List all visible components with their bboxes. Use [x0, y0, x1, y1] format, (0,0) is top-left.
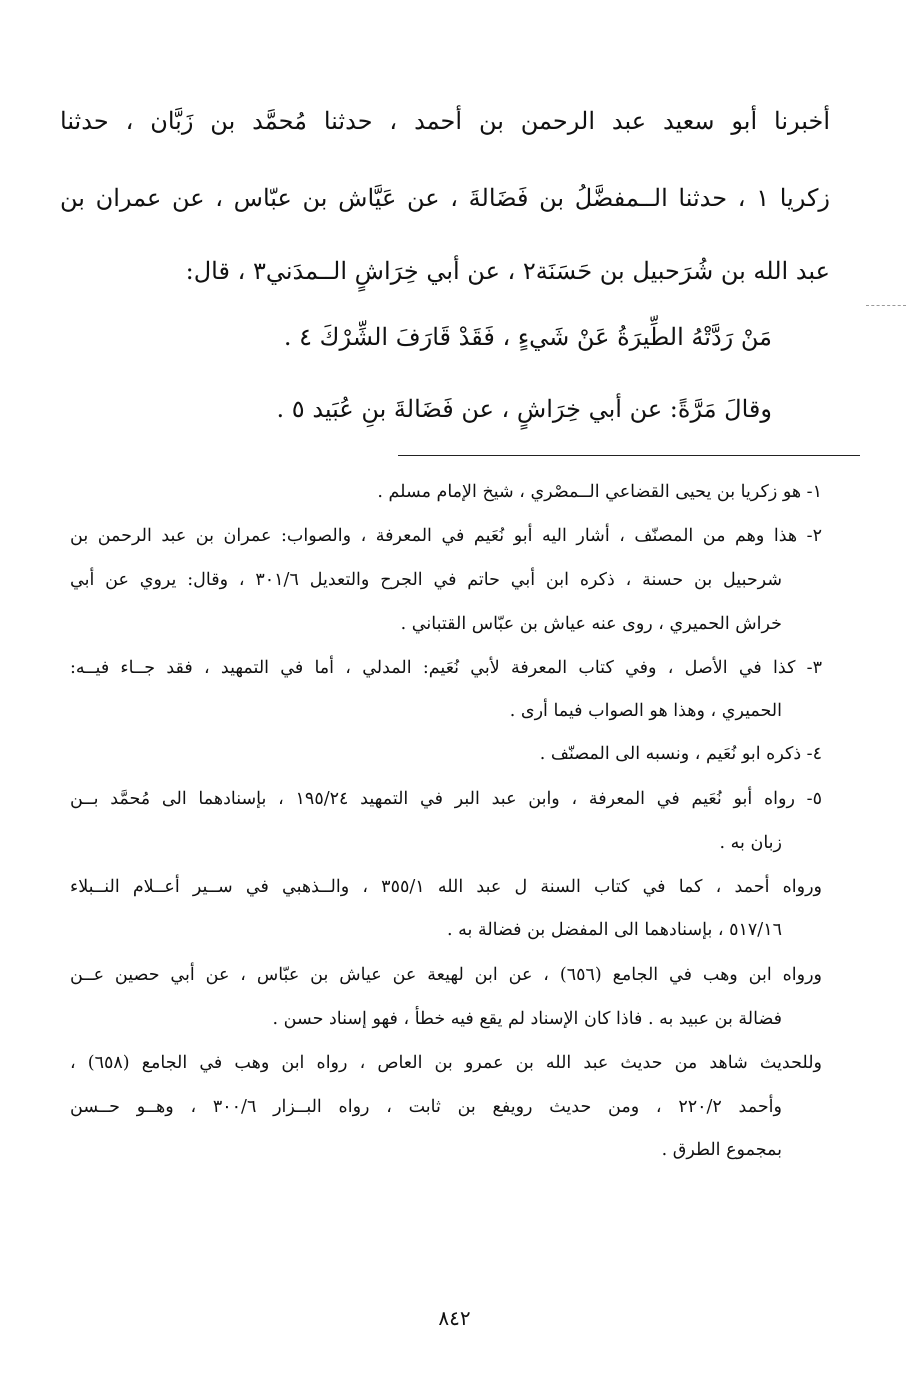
- footnote-paragraph-3-line-1: وللحديث شاهد من حديث عبد الله بن عمرو بن العاص ، رواه ابن وهب في الجامع (٦٥٨) ،: [70, 1053, 822, 1073]
- main-text-line-4: مَنْ رَدَّتْهُ الطِّيرَةُ عَنْ شَيءٍ ، فَقَدْ قَارَفَ الشِّرْكَ ٤ .: [283, 323, 772, 351]
- page-number: ٨٤٢: [438, 1306, 471, 1330]
- footnote-paragraph-2-line-2: فضالة بن عبيد به . فاذا كان الإسناد لم يقع فيه خطأ ، فهو إسناد حسن .: [272, 1009, 782, 1029]
- footnote-3-line-2: الحميري ، وهذا هو الصواب فيما أرى .: [509, 701, 782, 721]
- footnote-paragraph-2-line-1: ورواه ابن وهب في الجامع (٦٥٦) ، عن ابن لهيعة عن عياش بن عبّاس ، عن أبي حصين عــن: [70, 965, 823, 985]
- margin-mark: [866, 305, 906, 306]
- footnote-5-line-2: زبان به .: [719, 833, 782, 853]
- main-text-line-5: وقالَ مَرَّةً: عن أبي خِرَاشٍ ، عن فَضَالةَ بنِ عُبَيد ٥ .: [276, 395, 772, 423]
- footnote-paragraph-1-line-2: ٥١٧/١٦ ، بإسنادهما الى المفضل بن فضالة به .: [447, 920, 782, 940]
- footnote-paragraph-3-line-3: بمجموع الطرق .: [661, 1140, 782, 1160]
- footnote-4: ٤- ذكره ابو نُعَيم ، ونسبه الى المصنّف .: [539, 744, 822, 764]
- footnote-2-line-2: شرحبيل بن حسنة ، ذكره ابن أبي حاتم في الجرح والتعديل ٣٠١/٦ ، وقال: يروي عن أبي: [70, 570, 783, 590]
- main-text-line-3: عبد الله بن شُرَحبيل بن حَسَنَة٢ ، عن أبي خِرَاشٍ الــمدَني٣ ، قال:: [185, 257, 830, 285]
- footnote-paragraph-1-line-1: ورواه أحمد ، كما في كتاب السنة ل عبد الله ٣٥٥/١ ، والــذهبي في ســير أعــلام النــبلاء: [70, 877, 822, 897]
- footnote-paragraph-3-line-2: وأحمد ٢٢٠/٢ ، ومن حديث رويفع بن ثابت ، رواه البــزار ٣٠٠/٦ ، وهــو حــسن: [70, 1097, 782, 1117]
- main-text-line-1: أخبرنا أبو سعيد عبد الرحمن بن أحمد ، حدثنا مُحمَّد بن زَبَّان ، حدثنا: [60, 107, 830, 135]
- footnote-2-line-1: ٢- هذا وهم من المصنّف ، أشار اليه أبو نُعَيم في المعرفة ، والصواب: عمران بن عبد الرحمن بن: [70, 526, 822, 546]
- footnote-separator: [398, 455, 860, 456]
- main-text-line-2: زكريا ١ ، حدثنا الــمفضَّلُ بن فَضَالةَ ، عن عَيَّاش بن عبّاس ، عن عمران بن: [60, 184, 830, 212]
- footnote-3-line-1: ٣- كذا في الأصل ، وفي كتاب المعرفة لأبي نُعَيم: المدلي ، أما في التمهيد ، فقد جــاء فيــه:: [70, 658, 822, 678]
- footnote-2-line-3: خراش الحميري ، روى عنه عياش بن عبّاس القتباني .: [400, 614, 782, 634]
- footnote-5-line-1: ٥- رواه أبو نُعَيم في المعرفة ، وابن عبد البر في التمهيد ١٩٥/٢٤ ، بإسنادهما الى مُحمَّد بــن: [70, 789, 822, 809]
- footnote-1: ١- هو زكريا بن يحيى القضاعي الــمصْري ، شيخ الإمام مسلم .: [377, 482, 822, 502]
